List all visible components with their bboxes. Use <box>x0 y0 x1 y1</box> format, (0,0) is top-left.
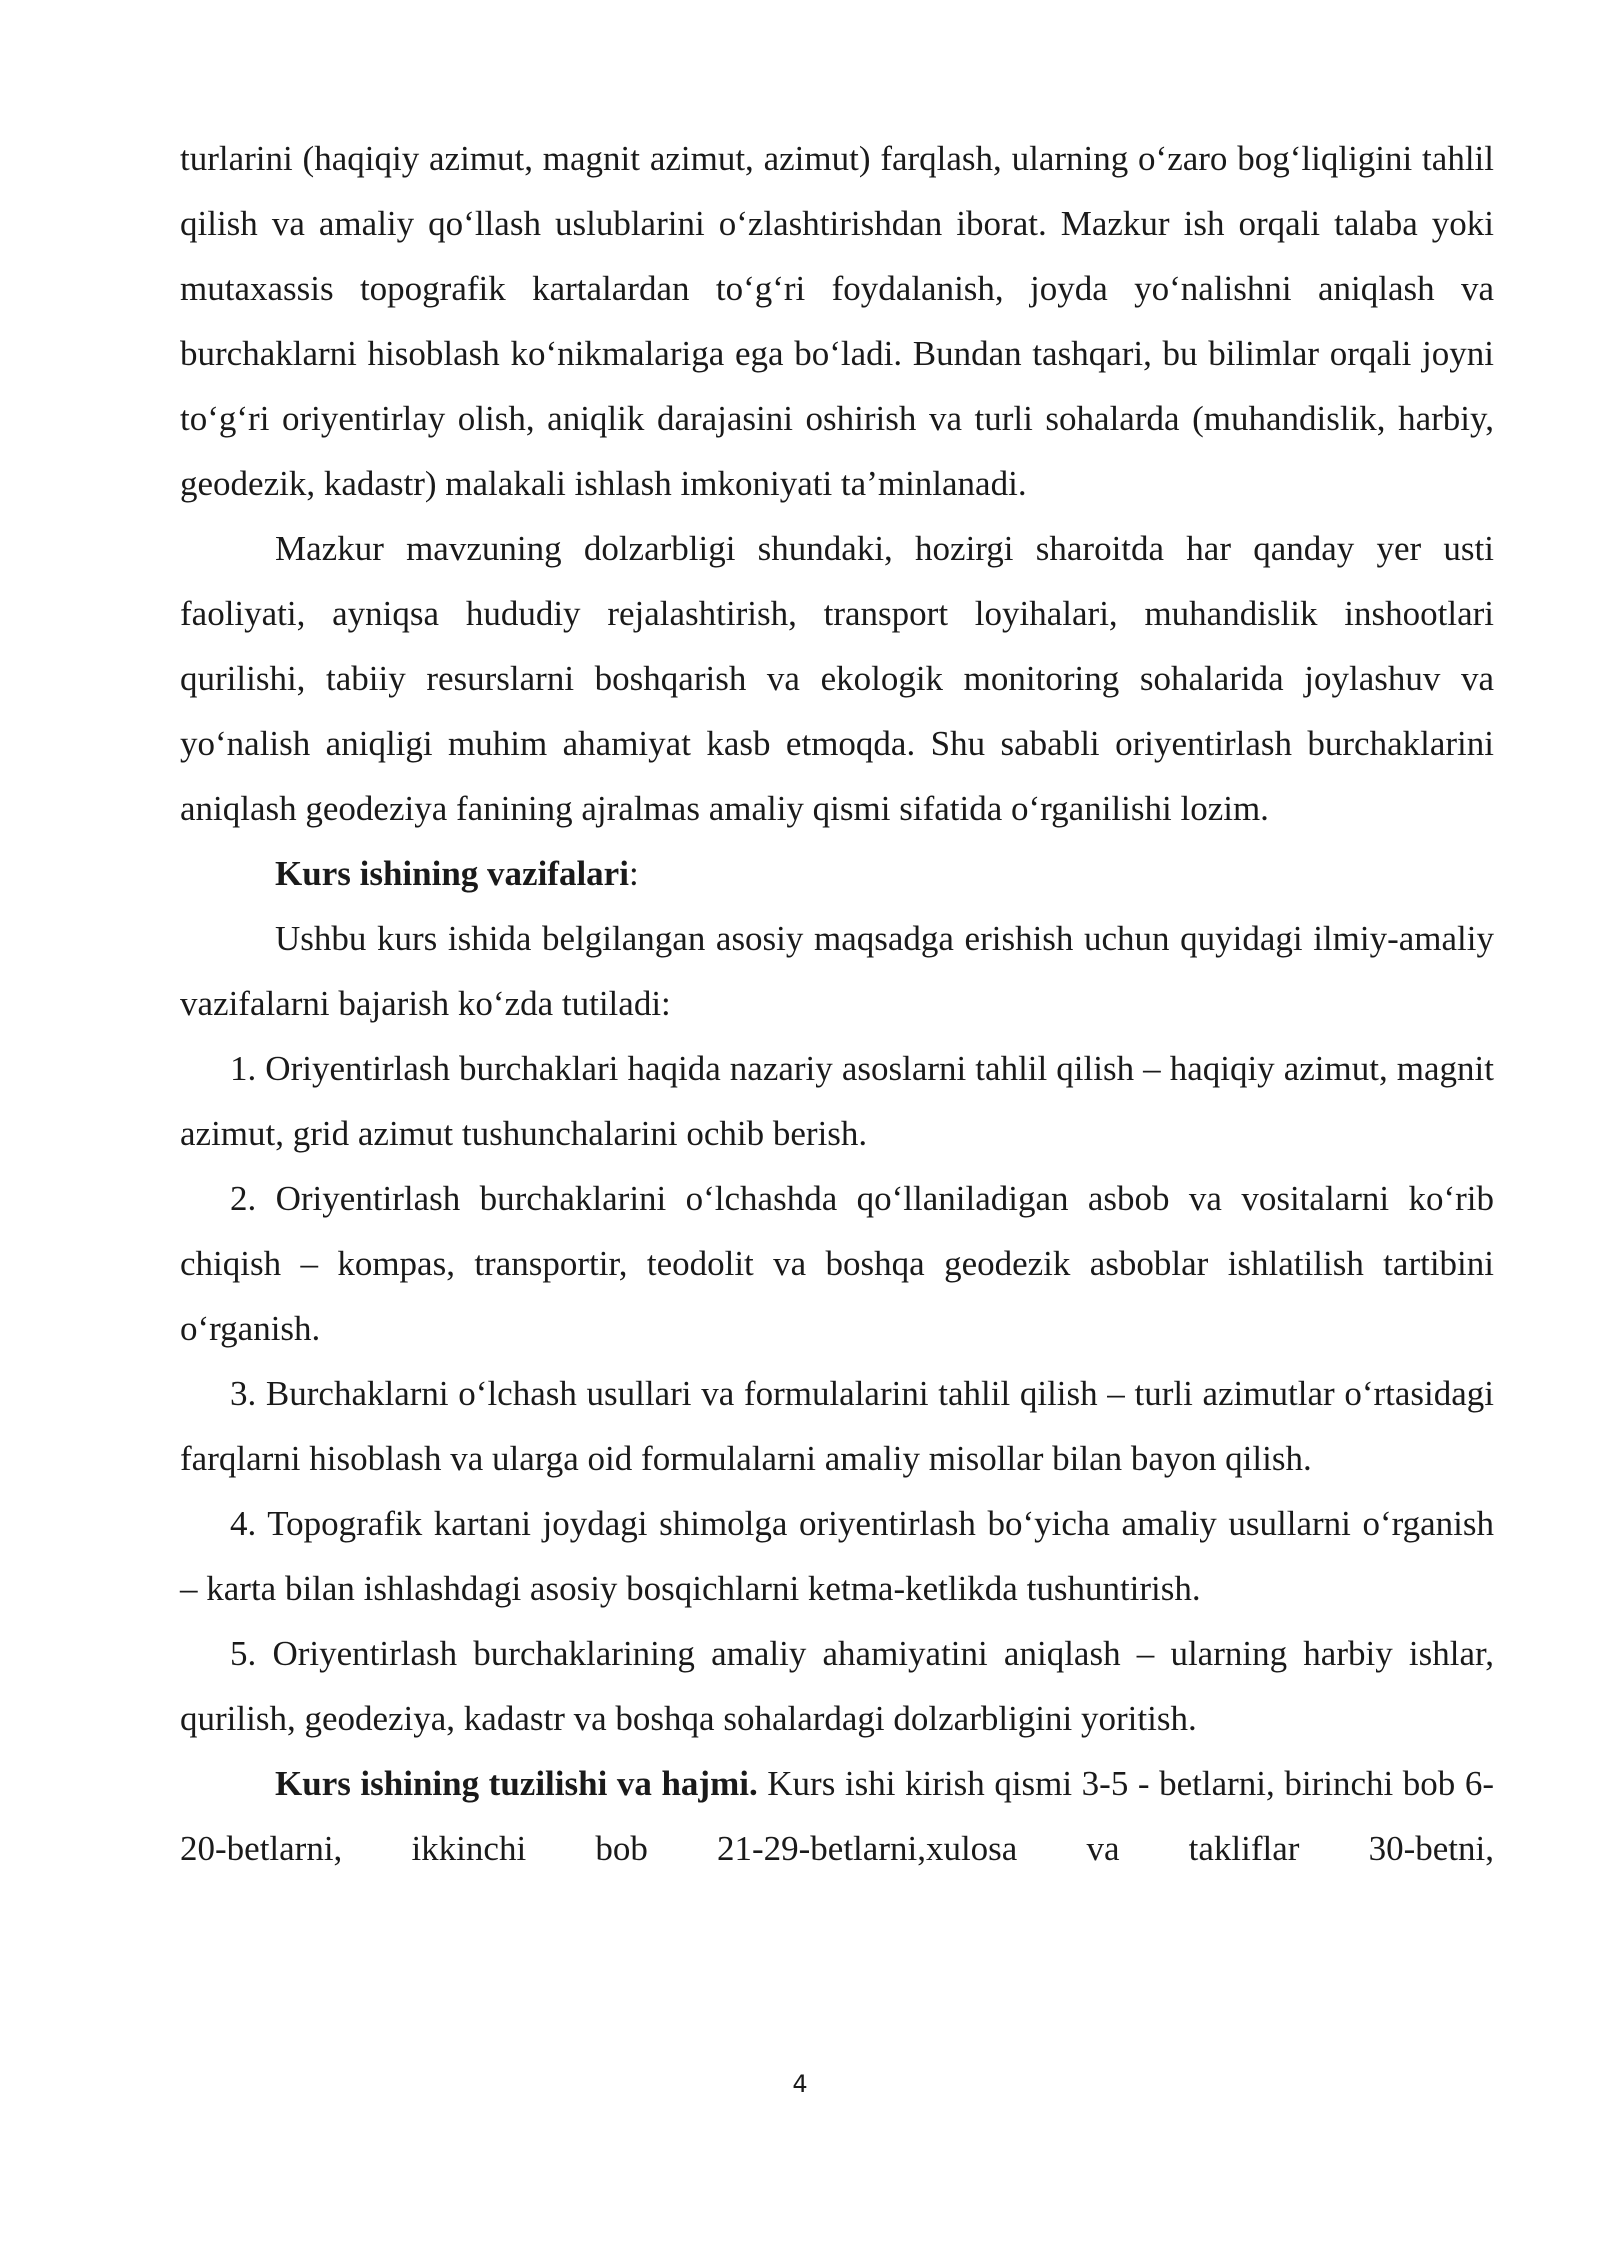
task-item-5: 5. Oriyentirlash burchaklarining amaliy ahamiyatini aniqlash – ularning harbiy ishlar, qurilish, geodeziya, kadastr va boshqa sohalardagi dolzarbligini yoritish. <box>180 1634 1494 1738</box>
tasks-intro-paragraph: Ushbu kurs ishida belgilangan asosiy maqsadga erishish uchun quyidagi ilmiy-amaliy vazifalarni bajarish ko‘zda tutiladi: <box>180 919 1494 1023</box>
intro-paragraph: turlarini (haqiqiy azimut, magnit azimut, azimut) farqlash, ularning o‘zaro bog‘liqligini tahlil qilish va amaliy qo‘llash uslublarini o‘zlashtirishdan iborat. Mazkur ish orqali talaba yoki mutaxassis topografik kartalardan to‘g‘ri foydalanish, joyda yo‘nalishni aniqlash va burchaklarni hisoblash ko‘nikmalariga ega bo‘ladi. Bundan tashqari, bu bilimlar orqali joyni to‘g‘ri oriyentirlay olish, aniqlik darajasini oshirish va turli sohalarda (muhandislik, harbiy, geodezik, kadastr) malakali ishlash imkoniyati ta’minlanadi. <box>180 139 1494 503</box>
tasks-heading: Kurs ishining vazifalari <box>275 854 629 893</box>
document-page <box>180 126 1494 1881</box>
task-item-4: 4. Topografik kartani joydagi shimolga oriyentirlash bo‘yicha amaliy usullarni o‘rganish – karta bilan ishlashdagi asosiy bosqichlarni ketma-ketlikda tushuntirish. <box>180 1504 1494 1608</box>
task-item-3: 3. Burchaklarni o‘lchash usullari va formulalarini tahlil qilish – turli azimutlar o‘rtasidagi farqlarni hisoblash va ularga oid formulalarni amaliy misollar bilan bayon qilish. <box>180 1374 1494 1478</box>
structure-paragraph <box>180 1751 1494 1881</box>
relevance-paragraph: Mazkur mavzuning dolzarbligi shundaki, hozirgi sharoitda har qanday yer usti faoliyati, ayniqsa hududiy rejalashtirish, transport loyihalari, muhandislik inshootlari qurilishi, tabiiy resurslarni boshqarish va ekologik monitoring sohalarida joylashuv va yo‘nalish aniqligi muhim ahamiyat kasb etmoqda. Shu sababli oriyentirlash burchaklarini aniqlash geodeziya fanining ajralmas amaliy qismi sifatida o‘rganilishi lozim. <box>180 529 1494 828</box>
structure-text: Kurs ishi kirish qismi 3-5 - betlarni, birinchi bob 6-20-betlarni, ikkinchi bob 21-29-betlarni,xulosa va takliflar 30-betni, <box>180 1764 1494 1868</box>
task-item-1: 1. Oriyentirlash burchaklari haqida nazariy asoslarni tahlil qilish – haqiqiy azimut, magnit azimut, grid azimut tushunchalarini ochib berish. <box>180 1049 1494 1153</box>
structure-heading: Kurs ishining tuzilishi va hajmi. <box>275 1764 758 1803</box>
page-number: 4 <box>792 2070 808 2098</box>
tasks-heading-line <box>180 841 1494 906</box>
task-item-2: 2. Oriyentirlash burchaklarini o‘lchashda qo‘llaniladigan asbob va vositalarni ko‘rib chiqish – kompas, transportir, teodolit va boshqa geodezik asboblar ishlatilish tartibini o‘rganish. <box>180 1179 1494 1348</box>
tasks-heading-colon: : <box>628 854 639 893</box>
